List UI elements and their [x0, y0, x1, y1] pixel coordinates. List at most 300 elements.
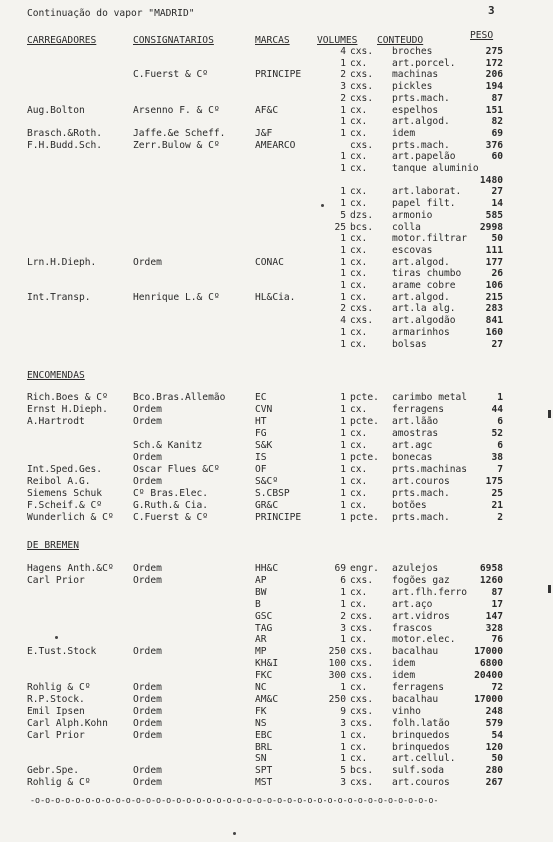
page-number: 3 — [488, 4, 495, 17]
col-header-volumes: VOLUMES — [317, 35, 358, 46]
cell-unit: cx. — [350, 488, 368, 499]
cell-unit: engr. — [350, 563, 379, 574]
cell-unit: pcte. — [350, 452, 379, 463]
cell-volume: 1 — [340, 512, 346, 523]
cell-contents: art.couros — [392, 476, 450, 487]
cell-contents: art.agc — [392, 440, 433, 451]
cell-volume: 1 — [340, 163, 346, 174]
cell-unit: cxs. — [350, 610, 374, 622]
cell-weight: 6 — [497, 416, 503, 427]
cell-unit: cx. — [350, 268, 368, 280]
cell-mark: GR&C — [255, 500, 279, 511]
cell-volume: 2 — [340, 303, 346, 315]
cell-mark: NS — [255, 717, 267, 729]
cell-weight: 280 — [485, 765, 503, 777]
cell-weight: 215 — [485, 291, 503, 303]
cell-contents: art.porcel. — [392, 57, 456, 69]
cell-mark: HH&C — [255, 563, 279, 574]
cell-unit: pcte. — [350, 512, 379, 523]
cell-shipper: Siemens Schuk — [27, 488, 103, 499]
cell-shipper: Carl Prior — [27, 729, 85, 741]
cell-volume: 69 — [334, 563, 346, 574]
cell-unit: cx. — [350, 198, 368, 210]
cell-volume: 1 — [340, 452, 346, 463]
cell-unit: cxs. — [350, 622, 374, 634]
cell-contents: bacalhau — [392, 646, 439, 658]
cell-weight: 52 — [491, 428, 503, 439]
cell-unit: cx. — [350, 729, 368, 741]
cell-weight: 60 — [491, 151, 503, 163]
cell-weight: 585 — [485, 209, 503, 221]
cell-consignee: Ordem — [133, 452, 162, 463]
cell-unit: cx. — [350, 634, 368, 646]
cell-weight: 6958 — [479, 563, 503, 574]
cell-consignee: Ordem — [133, 717, 162, 729]
cell-weight: 82 — [491, 116, 503, 128]
cell-weight: 26 — [491, 268, 503, 280]
cell-unit: pcte. — [350, 416, 379, 427]
cell-shipper: Hagens Anth.&Cº — [27, 563, 114, 574]
cell-unit: cx. — [350, 741, 368, 753]
cell-contents: idem — [392, 670, 416, 682]
cell-volume: 100 — [328, 658, 346, 670]
cell-unit: cx. — [350, 586, 368, 598]
cell-contents: tanque aluminio — [392, 163, 479, 174]
cell-mark: S&Cº — [255, 476, 279, 487]
cell-contents: machinas — [392, 69, 439, 81]
cell-shipper: Aug.Bolton — [27, 104, 85, 116]
edge-mark — [548, 585, 551, 593]
cell-volume: 1 — [340, 151, 346, 163]
cell-contents: bolsas — [392, 338, 427, 350]
cell-volume: 1 — [340, 186, 346, 198]
col-header-weight: PESO — [470, 30, 494, 41]
cell-contents: prts.mach. — [392, 488, 450, 499]
cell-contents: motor.filtrar — [392, 233, 468, 245]
cell-shipper: F.H.Budd.Sch. — [27, 139, 103, 151]
cell-consignee: Ordem — [133, 729, 162, 741]
cell-shipper: E.Tust.Stock — [27, 646, 97, 658]
col-header-marks: MARCAS — [255, 35, 290, 46]
cell-shipper: Wunderlich & Cº — [27, 512, 114, 523]
cell-unit: cx. — [350, 326, 368, 338]
cell-unit: bcs. — [350, 765, 374, 777]
cell-weight: 841 — [485, 315, 503, 327]
cell-weight: 106 — [485, 280, 503, 291]
cell-unit: pcte. — [350, 392, 379, 403]
cell-unit: cx. — [350, 500, 368, 511]
cell-weight: 44 — [491, 404, 503, 415]
cell-mark: PRINCIPE — [255, 69, 302, 81]
cell-weight: 2998 — [479, 221, 503, 233]
cell-unit: cx. — [350, 57, 368, 69]
cell-consignee: Ordem — [133, 705, 162, 717]
cell-weight: 38 — [491, 452, 503, 463]
cell-consignee: Ordem — [133, 693, 162, 705]
cell-contents: art.algod. — [392, 256, 450, 268]
cell-shipper: F.Scheif.& Cº — [27, 500, 103, 511]
cell-contents: idem — [392, 127, 416, 139]
cell-mark: NC — [255, 682, 267, 693]
cell-contents: ferragens — [392, 682, 444, 693]
cell-weight: 175 — [485, 476, 503, 487]
cell-volume: 1 — [340, 634, 346, 646]
cell-volume: 3 — [340, 622, 346, 634]
cell-contents: art.flh.ferro — [392, 586, 468, 598]
cell-contents: ferragens — [392, 404, 444, 415]
cell-contents: carimbo metal — [392, 392, 468, 403]
cell-consignee: Oscar Flues &Cº — [133, 464, 220, 475]
cell-weight: 160 — [485, 326, 503, 338]
cell-contents: art.aço — [392, 598, 433, 610]
cell-weight: 283 — [485, 303, 503, 315]
cell-unit: cxs. — [350, 717, 374, 729]
cell-volume: 1 — [340, 57, 346, 69]
cell-weight: 328 — [485, 622, 503, 634]
cell-unit: cxs. — [350, 81, 374, 93]
cell-contents: sulf.soda — [392, 765, 444, 777]
cell-unit: cx. — [350, 476, 368, 487]
cell-shipper: Carl Alph.Kohn — [27, 717, 108, 729]
cell-unit: cx. — [350, 127, 368, 139]
cell-unit: cxs. — [350, 315, 374, 327]
cell-consignee: Arsenno F. & Cº — [133, 104, 220, 116]
cell-contents: armarinhos — [392, 326, 450, 338]
cell-volume: 1 — [340, 244, 346, 256]
cell-volume: 1 — [340, 500, 346, 511]
cell-mark: B — [255, 598, 261, 610]
cell-shipper: Brasch.&Roth. — [27, 127, 103, 139]
cell-contents: prts.machinas — [392, 464, 468, 475]
cell-mark: BRL — [255, 741, 273, 753]
cell-volume: 3 — [340, 81, 346, 93]
cell-shipper: Int.Transp. — [27, 291, 91, 303]
cell-weight: 21 — [491, 500, 503, 511]
cell-shipper: Gebr.Spe. — [27, 765, 79, 777]
cell-volume: 1 — [340, 127, 346, 139]
cell-consignee: C.Fuerst & Cº — [133, 512, 209, 523]
cell-shipper: Carl Prior — [27, 574, 85, 586]
cell-unit: cx. — [350, 440, 368, 451]
cell-weight: 147 — [485, 610, 503, 622]
cell-unit: cxs. — [350, 574, 374, 586]
cell-contents: art.laborat. — [392, 186, 462, 198]
cell-contents: azulejos — [392, 563, 439, 574]
cell-contents: escovas — [392, 244, 433, 256]
cell-contents: frascos — [392, 622, 433, 634]
cell-mark: KH&I — [255, 658, 279, 670]
cell-weight: 1480 — [479, 174, 503, 186]
cell-contents: pickles — [392, 81, 433, 93]
cell-contents: arame cobre — [392, 280, 456, 291]
cell-contents: tiras chumbo — [392, 268, 462, 280]
cell-mark: IS — [255, 452, 267, 463]
cell-contents: art.vidros — [392, 610, 450, 622]
cell-contents: art.cellul. — [392, 753, 456, 765]
cell-mark: TAG — [255, 622, 273, 634]
cell-volume: 1 — [340, 586, 346, 598]
cell-unit: cxs. — [350, 46, 374, 57]
cell-weight: 50 — [491, 233, 503, 245]
cell-volume: 1 — [340, 280, 346, 291]
cell-weight: 1260 — [479, 574, 503, 586]
cell-volume: 1 — [340, 753, 346, 765]
cell-weight: 76 — [491, 634, 503, 646]
cell-consignee: Ordem — [133, 256, 162, 268]
cell-unit: cx. — [350, 163, 368, 174]
cell-weight: 376 — [485, 139, 503, 151]
cell-unit: cx. — [350, 186, 368, 198]
cell-weight: 151 — [485, 104, 503, 116]
cell-shipper: Reibol A.G. — [27, 476, 91, 487]
cell-volume: 1 — [340, 464, 346, 475]
page-title: Continuação do vapor "MADRID" — [27, 8, 195, 19]
cell-weight: 87 — [491, 586, 503, 598]
cell-consignee: Ordem — [133, 777, 162, 789]
cell-contents: bacalhau — [392, 693, 439, 705]
cell-consignee: Henrique L.& Cº — [133, 291, 220, 303]
cell-volume: 1 — [340, 598, 346, 610]
cell-unit: cxs. — [350, 69, 374, 81]
section-title-encomendas: ENCOMENDAS — [27, 370, 85, 381]
cell-volume: 3 — [340, 777, 346, 789]
cell-volume: 3 — [340, 717, 346, 729]
cell-contents: colla — [392, 221, 421, 233]
cell-volume: 2 — [340, 92, 346, 104]
cell-weight: 54 — [491, 729, 503, 741]
cell-volume: 1 — [340, 116, 346, 128]
cell-volume: 1 — [340, 338, 346, 350]
cell-volume: 2 — [340, 69, 346, 81]
cell-volume: 1 — [340, 291, 346, 303]
cell-unit: cx. — [350, 104, 368, 116]
cell-contents: art.couros — [392, 777, 450, 789]
cell-unit: cx. — [350, 280, 368, 291]
cell-contents: armonio — [392, 209, 433, 221]
cell-mark: CONAC — [255, 256, 284, 268]
cell-consignee: Jaffe.&e Scheff. — [133, 127, 226, 139]
cell-unit: cxs. — [350, 646, 374, 658]
cell-mark: AMEARCO — [255, 139, 296, 151]
cell-volume: 250 — [328, 646, 346, 658]
cell-consignee: Bco.Bras.Allemão — [133, 392, 226, 403]
cell-volume: 1 — [340, 233, 346, 245]
cell-unit: cxs. — [350, 670, 374, 682]
cell-mark: MP — [255, 646, 267, 658]
cell-shipper: R.P.Stock. — [27, 693, 85, 705]
cell-unit: cxs. — [350, 139, 374, 151]
cell-volume: 5 — [340, 209, 346, 221]
cell-contents: folh.latão — [392, 717, 450, 729]
cell-consignee: Zerr.Bulow & Cº — [133, 139, 220, 151]
cell-weight: 17000 — [474, 693, 503, 705]
cell-unit: cx. — [350, 464, 368, 475]
cell-shipper: Rohlig & Cº — [27, 682, 91, 693]
cell-volume: 1 — [340, 428, 346, 439]
cell-volume: 1 — [340, 729, 346, 741]
cell-contents: art.la alg. — [392, 303, 456, 315]
cell-mark: J&F — [255, 127, 273, 139]
cell-consignee: Ordem — [133, 574, 162, 586]
cell-volume: 4 — [340, 315, 346, 327]
cell-mark: AP — [255, 574, 267, 586]
cell-contents: amostras — [392, 428, 439, 439]
cell-weight: 17 — [491, 598, 503, 610]
cell-mark: CVN — [255, 404, 273, 415]
cell-mark: PRINCIPE — [255, 512, 302, 523]
cell-contents: brinquedos — [392, 729, 450, 741]
cell-mark: GSC — [255, 610, 273, 622]
cell-contents: broches — [392, 46, 433, 57]
cell-unit: cx. — [350, 428, 368, 439]
cell-contents: fogões gaz — [392, 574, 450, 586]
cell-shipper: Ernst H.Dieph. — [27, 404, 108, 415]
cell-unit: cxs. — [350, 303, 374, 315]
cell-volume: 5 — [340, 765, 346, 777]
cell-consignee: Ordem — [133, 563, 162, 574]
cell-unit: cxs. — [350, 705, 374, 717]
cell-unit: cx. — [350, 116, 368, 128]
cell-contents: art.algodão — [392, 315, 456, 327]
cell-mark: BW — [255, 586, 267, 598]
cell-shipper: Emil Ipsen — [27, 705, 85, 717]
cell-shipper: Int.Sped.Ges. — [27, 464, 103, 475]
cell-contents: papel filt. — [392, 198, 456, 210]
cell-weight: 6 — [497, 440, 503, 451]
cell-shipper: A.Hartrodt — [27, 416, 85, 427]
cell-unit: cxs. — [350, 658, 374, 670]
cell-weight: 267 — [485, 777, 503, 789]
cell-contents: prts.mach. — [392, 512, 450, 523]
cell-mark: FG — [255, 428, 267, 439]
cell-volume: 1 — [340, 416, 346, 427]
cell-weight: 25 — [491, 488, 503, 499]
cell-weight: 120 — [485, 741, 503, 753]
cell-weight: 194 — [485, 81, 503, 93]
cell-weight: 27 — [491, 338, 503, 350]
cell-weight: 177 — [485, 256, 503, 268]
cell-unit: cxs. — [350, 693, 374, 705]
cell-weight: 72 — [491, 682, 503, 693]
cell-contents: prts.mach. — [392, 92, 450, 104]
cell-volume: 6 — [340, 574, 346, 586]
cell-weight: 87 — [491, 92, 503, 104]
cell-consignee: Ordem — [133, 765, 162, 777]
cell-contents: bonecas — [392, 452, 433, 463]
cell-weight: 69 — [491, 127, 503, 139]
cell-contents: art.algod. — [392, 116, 450, 128]
cell-weight: 206 — [485, 69, 503, 81]
cell-unit: bcs. — [350, 221, 374, 233]
cell-unit: cxs. — [350, 777, 374, 789]
cell-mark: S.CBSP — [255, 488, 290, 499]
cell-weight: 27 — [491, 186, 503, 198]
cell-volume: 1 — [340, 476, 346, 487]
cell-volume: 4 — [340, 46, 346, 57]
cell-unit: cx. — [350, 151, 368, 163]
ink-dot — [55, 636, 58, 639]
cell-weight: 6800 — [479, 658, 503, 670]
cell-contents: botões — [392, 500, 427, 511]
ink-dot — [233, 832, 236, 835]
cell-volume: 250 — [328, 693, 346, 705]
cell-unit: cx. — [350, 291, 368, 303]
cell-mark: AM&C — [255, 693, 279, 705]
section-title-bremen: DE BREMEN — [27, 540, 79, 551]
col-header-shippers: CARREGADORES — [27, 35, 97, 46]
cell-mark: S&K — [255, 440, 273, 451]
cell-volume: 1 — [340, 326, 346, 338]
cell-volume: 1 — [340, 268, 346, 280]
cell-volume: 1 — [340, 104, 346, 116]
edge-mark — [548, 410, 551, 418]
cell-mark: HL&Cia. — [255, 291, 296, 303]
cell-consignee: Ordem — [133, 416, 162, 427]
cell-weight: 20400 — [474, 670, 503, 682]
cell-weight: 17000 — [474, 646, 503, 658]
cell-consignee: C.Fuerst & Cº — [133, 69, 209, 81]
cell-shipper: Lrn.H.Dieph. — [27, 256, 97, 268]
cell-shipper: Rohlig & Cº — [27, 777, 91, 789]
cell-mark: FKC — [255, 670, 273, 682]
cell-unit: cx. — [350, 256, 368, 268]
cell-contents: brinquedos — [392, 741, 450, 753]
cell-volume: 1 — [340, 682, 346, 693]
cell-weight: 1 — [497, 392, 503, 403]
cell-weight: 172 — [485, 57, 503, 69]
cell-unit: cx. — [350, 244, 368, 256]
cell-mark: MST — [255, 777, 273, 789]
cell-unit: cx. — [350, 233, 368, 245]
col-header-contents: CONTEUDO — [377, 35, 424, 46]
cell-contents: art.papelão — [392, 151, 456, 163]
cell-mark: EBC — [255, 729, 273, 741]
cell-contents: art.algod. — [392, 291, 450, 303]
cell-consignee: Sch.& Kanitz — [133, 440, 203, 451]
cell-contents: idem — [392, 658, 416, 670]
cell-unit: dzs. — [350, 209, 374, 221]
cell-contents: art.lãão — [392, 416, 439, 427]
cell-weight: 14 — [491, 198, 503, 210]
cell-weight: 2 — [497, 512, 503, 523]
cell-consignee: Ordem — [133, 682, 162, 693]
cell-volume: 1 — [340, 392, 346, 403]
cell-unit: cx. — [350, 753, 368, 765]
cell-contents: vinho — [392, 705, 421, 717]
cell-contents: motor.elec. — [392, 634, 456, 646]
cell-volume: 1 — [340, 404, 346, 415]
cell-volume: 1 — [340, 741, 346, 753]
cell-volume: 1 — [340, 488, 346, 499]
cell-unit: cx. — [350, 598, 368, 610]
cell-consignee: Cº Bras.Elec. — [133, 488, 209, 499]
cell-consignee: Ordem — [133, 476, 162, 487]
cell-volume: 1 — [340, 440, 346, 451]
cell-unit: cx. — [350, 404, 368, 415]
cell-mark: SN — [255, 753, 267, 765]
cell-weight: 7 — [497, 464, 503, 475]
cell-shipper: Rich.Boes & Cº — [27, 392, 108, 403]
cell-weight: 50 — [491, 753, 503, 765]
cell-weight: 111 — [485, 244, 503, 256]
cell-contents: espelhos — [392, 104, 439, 116]
cell-mark: AF&C — [255, 104, 279, 116]
cell-unit: cx. — [350, 338, 368, 350]
cell-volume: 1 — [340, 256, 346, 268]
cell-unit: cx. — [350, 682, 368, 693]
cell-mark: OF — [255, 464, 267, 475]
col-header-consignees: CONSIGNATARIOS — [133, 35, 214, 46]
